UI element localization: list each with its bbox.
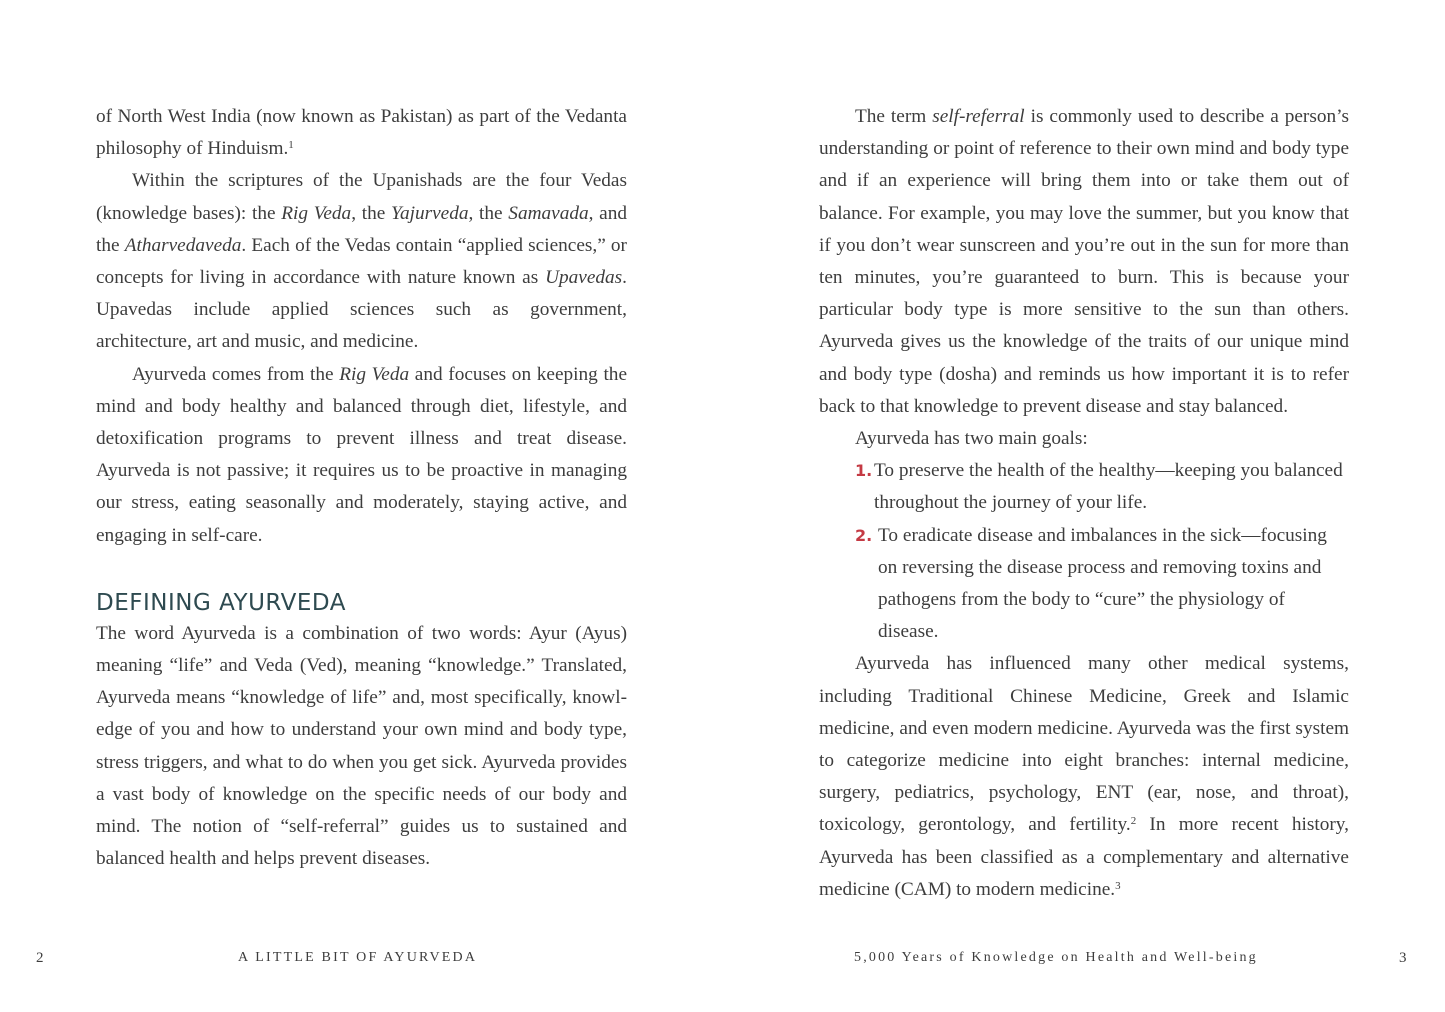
paragraph: Within the scriptures of the Upanishads are the four Vedas (knowledge bases): the Rig Veda, the Yajurveda, the Samavada, and the Atharvedaveda. Each of the Vedas contain “applied sciences,” or concepts for living in accordance with nature known as Upavedas. Upavedas include applied sciences such as government, architecture, art and music, and medicine. — [96, 170, 627, 353]
left-page — [0, 0, 722, 1012]
section-heading: DEFINING AYURVEDA — [96, 589, 346, 616]
list-number: 1. — [855, 461, 873, 481]
footnote-ref[interactable]: 2 — [1130, 815, 1137, 828]
goals-intro: Ayurveda has two main goals: — [855, 428, 1088, 450]
running-head: 5,000 Years of Knowledge on Health and Well-being — [854, 950, 1258, 965]
right-text-column — [819, 101, 1349, 906]
footnote-ref[interactable]: 1 — [288, 139, 294, 152]
goals-list — [819, 455, 1349, 648]
paragraph: of North West India (now known as Pakistan) as part of the Vedanta philosophy of Hinduism.$^1$ — [96, 106, 627, 160]
footnote-ref[interactable]: 3 — [1115, 879, 1121, 892]
list-item: 2. To eradicate disease and imbalances in the sick—focusing on reversing the disease process and removing toxins and pathogens from the body to “cure” the physiology of disease. — [819, 520, 1349, 649]
left-text-column — [96, 101, 627, 875]
running-head: A LITTLE BIT OF AYURVEDA — [238, 950, 478, 965]
paragraph: The term self-referral is commonly used to describe a person’s understanding or point of reference to their own mind and body type and if an experience will bring them into or take them out of balance. For example, you may love the summer, but you know that if you don’t wear sunscreen and you’re out in the sun for more than ten minutes, you’re guaranteed to burn. This is because your particular body type is more sensitive to the sun than others. Ayurveda gives us the knowledge of the traits of our unique mind and body type (dosha) and reminds us how important it is to refer back to that knowledge to prevent disease and stay balanced. — [819, 106, 1349, 417]
paragraph: Ayurveda has influenced many other medical systems, including Traditional Chinese Medicine, Greek and Islamic medicine, and even modern medicine. Ayurveda was the first system to categorize medicine into eight branches: internal medicine, surgery, pediatrics, psychology, ENT (ear, nose, and throat), toxicology, gerontology, and fertility.$^2$ In more recent history, Ayurveda has been classified as a complementary and alternative medicine (CAM) to modern medicine.$^3$ — [819, 653, 1349, 900]
page-number: 2 — [36, 950, 44, 966]
paragraph: Ayurveda comes from the Rig Veda and focuses on keeping the mind and body healthy and balanced through diet, lifestyle, and detoxification programs to prevent illness and treat disease. Ayurveda is not passive; it requires us to be proactive in managing our stress, eating seasonally and moderately, staying active, and engaging in self-care. — [96, 363, 628, 546]
page-number: 3 — [1399, 950, 1407, 966]
list-number: 2. — [855, 525, 873, 545]
paragraph: The word Ayurveda is a combination of two words: Ayur (Ayus) meaning “life” and Veda (Ved), meaning “knowledge.” Translated, Ayurveda means “knowledge of life” and, most specifically, knowledge of you and how to understand your own mind and body type, stress triggers, and what to do when you get sick. Ayurveda provides a vast body of knowledge on the specific needs of our body and mind. The notion of “self-referral” guides us to sustained and balanced health and helps prevent diseases. — [96, 622, 627, 870]
list-item: 1. To preserve the health of the healthy—keeping you balanced throughout the journey of your life. — [819, 455, 1349, 519]
right-page — [722, 0, 1445, 1012]
